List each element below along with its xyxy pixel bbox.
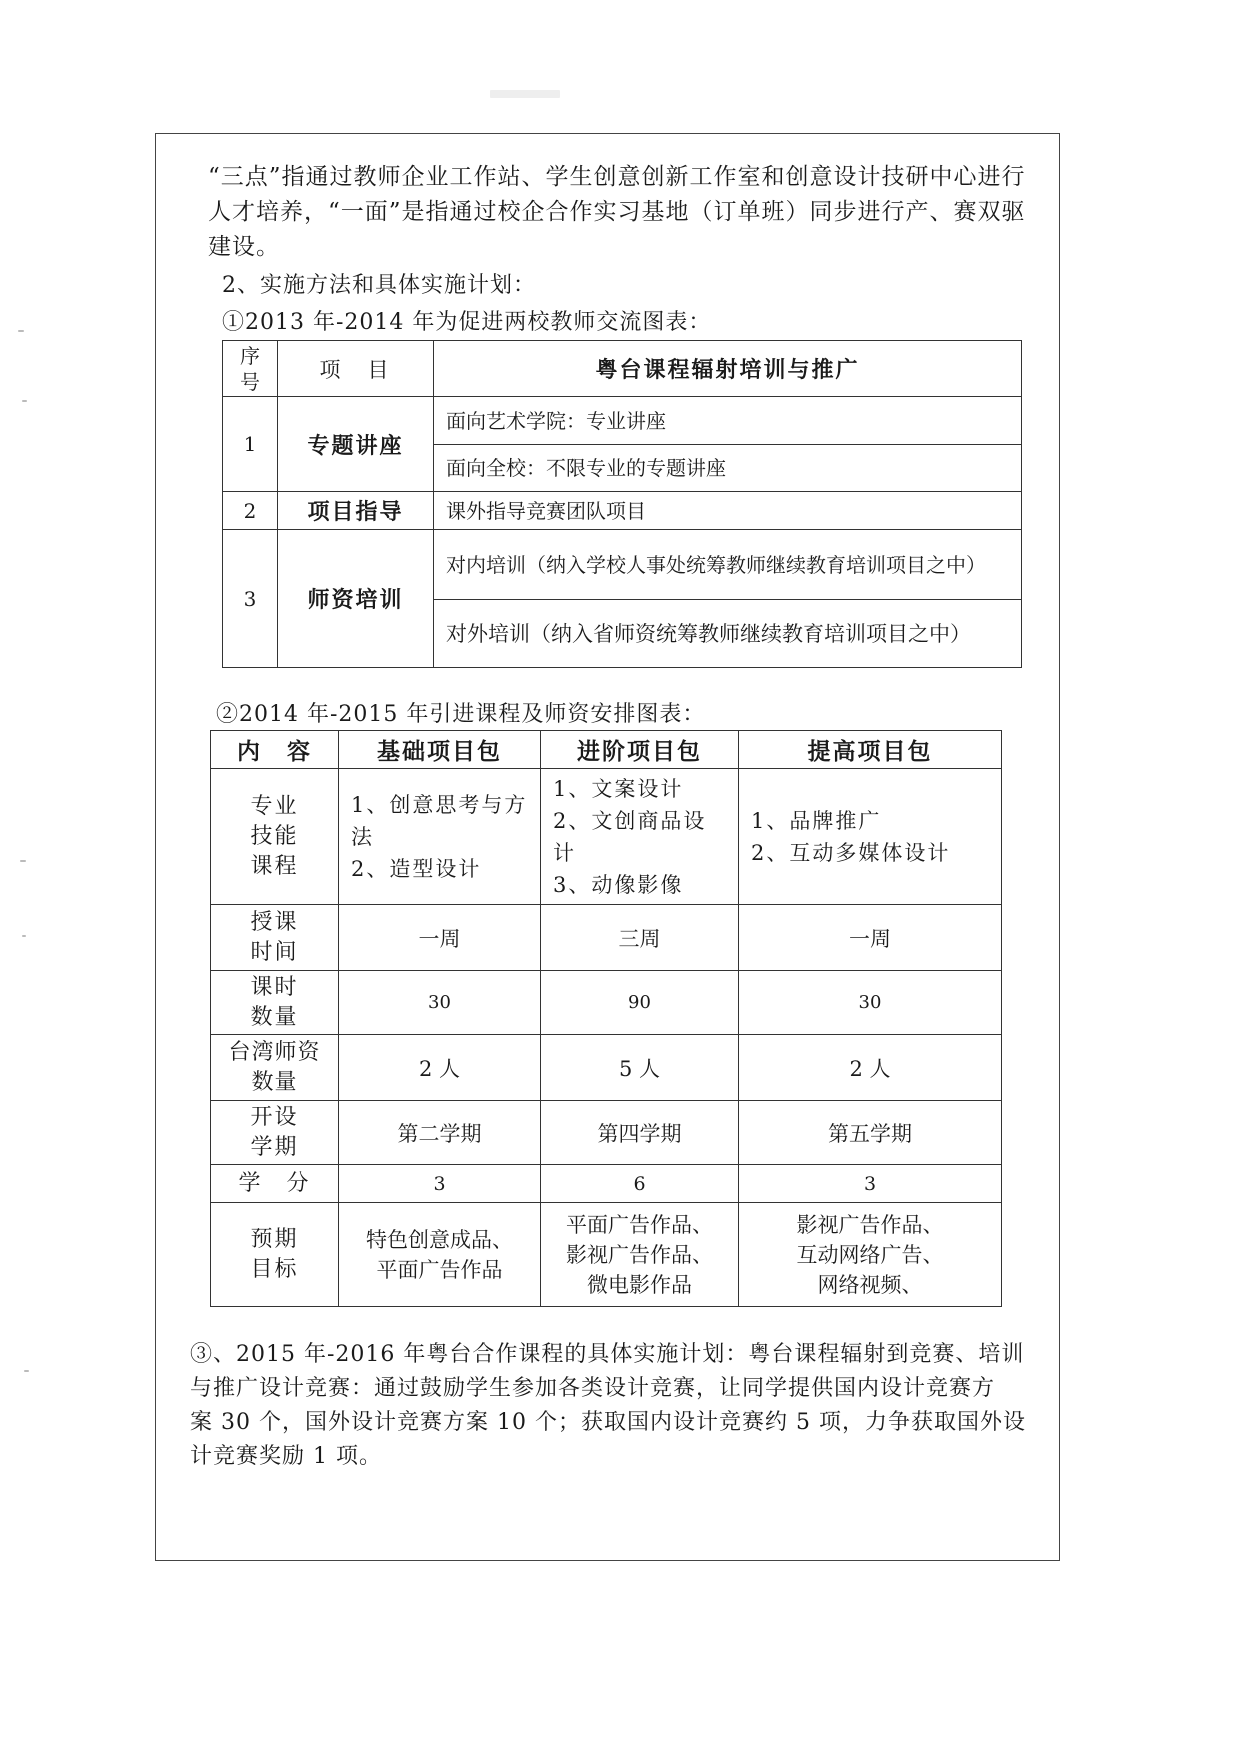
row-label-text: 目标 [250,1256,299,1282]
table-header-cell: 基础项目包 [339,731,541,769]
row-item: 专题讲座 [278,397,434,492]
table-cell: 6 [541,1165,739,1203]
row-label [211,769,339,905]
goals-advanced-cell [541,1203,739,1307]
list-item: 3、动像影像 [553,872,684,897]
scan-speck [18,330,24,332]
list-item: 计 [553,840,576,865]
scan-speck [24,1370,29,1372]
row-label-text: 台湾师资 [228,1039,321,1065]
table-cell: 一周 [339,905,541,971]
table-cell: 30 [739,971,1002,1035]
row-label-text: 数量 [251,1069,298,1095]
intro-line: 建设。 [208,234,280,260]
table-header-cell: 粤台课程辐射培训与推广 [434,341,1022,397]
teacher-exchange-table [222,340,1022,668]
list-item: 微电影作品 [587,1272,692,1297]
skills-advanced-cell [541,769,739,905]
table-cell: 2 人 [739,1035,1002,1101]
table-cell: 第四学期 [541,1101,739,1165]
table1-title: ①2013 年-2014 年为促进两校教师交流图表： [222,310,712,335]
section3-line: 与推广设计竞赛：通过鼓励学生参加各类设计竞赛，让同学提供国内设计竞赛方 [190,1376,996,1401]
list-item: 2、文创商品设 [553,808,707,833]
row-label [211,1101,339,1165]
table-cell: 3 [339,1165,541,1203]
table-cell: 第二学期 [339,1101,541,1165]
table-cell: 2 人 [339,1035,541,1101]
row-detail: 对外培训（纳入省师资统筹教师继续教育培训项目之中） [434,600,1022,668]
table-cell: 第五学期 [739,1101,1002,1165]
list-item: 网络视频、 [817,1272,923,1297]
scan-speck [20,860,26,862]
row-item: 师资培训 [278,530,434,668]
table-cell: 90 [541,971,739,1035]
list-item: 影视广告作品、 [796,1212,944,1237]
table2-title: ②2014 年-2015 年引进课程及师资安排图表： [216,702,706,727]
table-cell: 5 人 [541,1035,739,1101]
table-header-cell: 提高项目包 [739,731,1002,769]
row-label [211,905,339,971]
list-item: 平面广告作品、 [566,1212,713,1237]
scan-speck [22,400,27,402]
skills-basic-cell [339,769,541,905]
row-label-text: 专业 [250,793,299,819]
table-header-cell: 进阶项目包 [541,731,739,769]
row-label-text: 时间 [250,939,299,965]
list-item: 互动网络广告、 [796,1242,944,1267]
scan-speck [22,935,26,937]
row-label-text: 技能 [250,823,299,849]
table-cell: 3 [739,1165,1002,1203]
table-header-cell: 内 容 [211,731,339,769]
list-item: 1、文案设计 [553,776,684,801]
row-label [211,1203,339,1307]
row-label-text: 学期 [250,1134,299,1160]
row-label-text: 课程 [250,853,299,879]
table-cell: 一周 [739,905,1002,971]
row-label-text: 开设 [250,1104,299,1130]
goals-basic-cell [339,1203,541,1307]
list-item: 1、品牌推广 [751,808,882,833]
row-label-text: 课时 [250,974,299,1000]
header-num-text: 号 [240,369,260,394]
row-detail: 面向全校：不限专业的专题讲座 [434,445,1022,492]
list-item: 2、互动多媒体设计 [751,840,951,865]
row-label-text: 授课 [250,909,299,935]
row-number: 3 [223,530,278,668]
section3-paragraph [190,1338,1050,1474]
section3-line: 计竞赛奖励 1 项。 [190,1444,382,1469]
list-item: 平面广告作品 [376,1257,503,1282]
row-detail: 课外指导竞赛团队项目 [434,492,1022,530]
row-item: 项目指导 [278,492,434,530]
skills-improve-cell [739,769,1002,905]
list-item: 法 [351,824,374,849]
list-item: 影视广告作品、 [566,1242,713,1267]
header-num-text: 序 [240,343,260,368]
section-heading: 2、实施方法和具体实施计划： [222,273,536,298]
row-detail: 面向艺术学院：专业讲座 [434,397,1022,445]
list-item: 2、造型设计 [351,856,482,881]
intro-line: 人才培养，“一面”是指通过校企合作实习基地（订单班）同步进行产、赛双驱 [208,199,1026,225]
row-number: 2 [223,492,278,530]
section3-line: ③、2015 年-2016 年粤台合作课程的具体实施计划：粤台课程辐射到竞赛、培训 [190,1342,1025,1367]
table-header-cell: 项 目 [278,341,434,397]
row-label-text: 预期 [250,1226,299,1252]
table-header-cell [223,341,278,397]
table-cell: 30 [339,971,541,1035]
scan-speck [490,90,560,98]
section3-line: 案 30 个，国外设计竞赛方案 10 个；获取国内设计竞赛约 5 项，力争获取国外设 [190,1410,1026,1435]
row-detail: 对内培训（纳入学校人事处统筹教师继续教育培训项目之中） [434,530,1022,600]
goals-improve-cell [739,1203,1002,1307]
row-number: 1 [223,397,278,492]
intro-paragraph [208,160,1068,265]
list-item: 特色创意成品、 [366,1227,513,1252]
course-schedule-table [210,730,1002,1307]
row-label: 学 分 [211,1165,339,1203]
row-label [211,1035,339,1101]
row-label-text: 数量 [250,1004,299,1030]
table-cell: 三周 [541,905,739,971]
intro-line: “三点”指通过教师企业工作站、学生创意创新工作室和创意设计技研中心进行 [208,164,1026,190]
list-item: 1、创意思考与方 [351,792,528,817]
row-label [211,971,339,1035]
